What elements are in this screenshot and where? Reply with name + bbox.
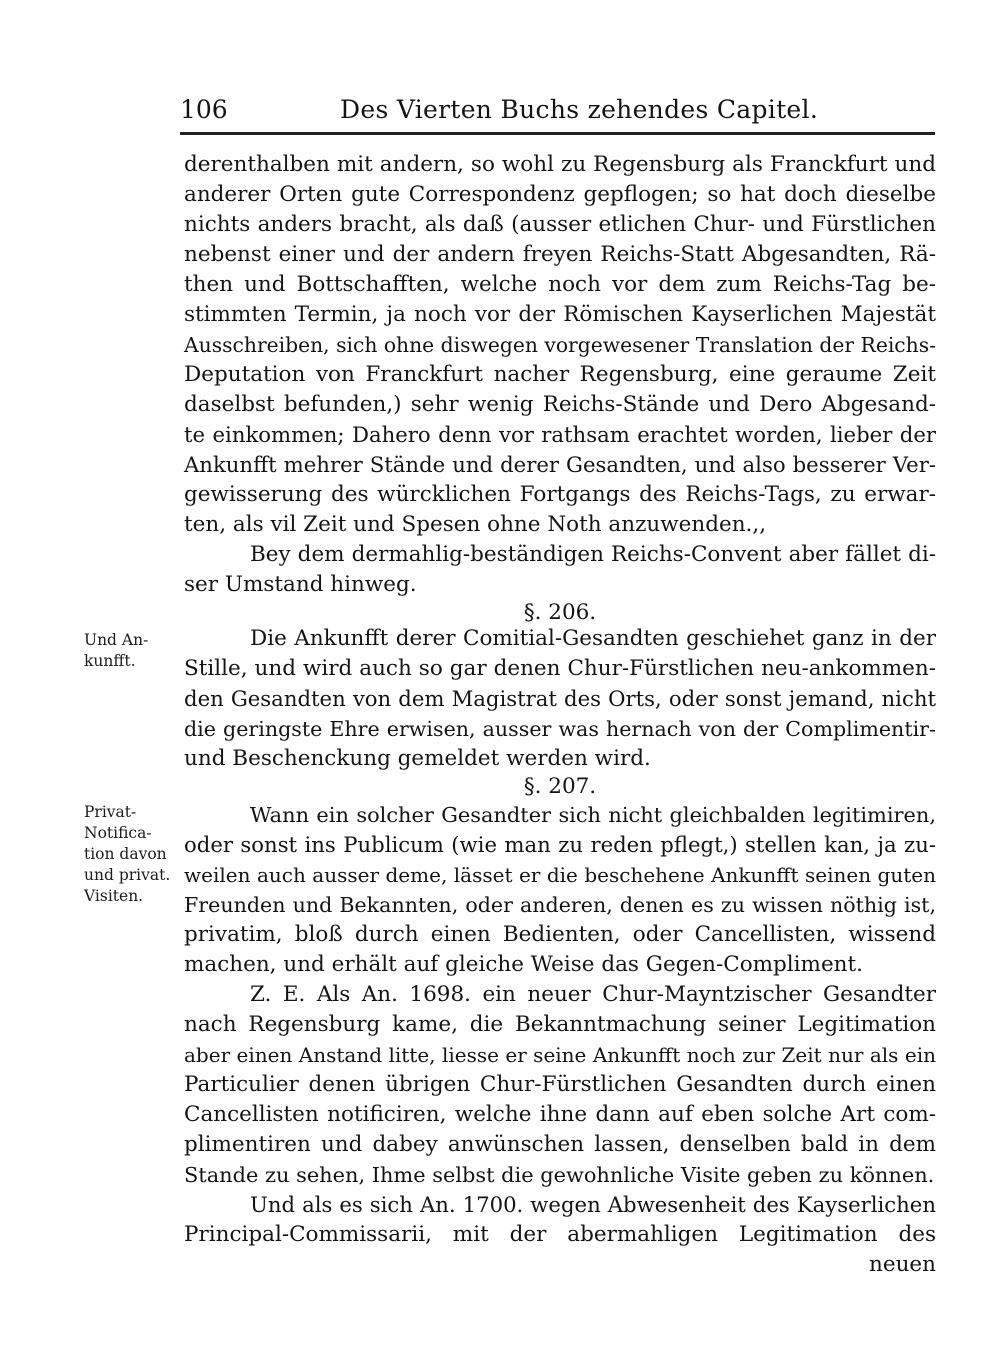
text-line: Stande zu sehen, Ihme selbst die gewohnliche Visite geben zu können. (184, 1163, 935, 1187)
text-line: stimmten Termin, ja noch vor der Römischen Kayserlichen Majestät (184, 302, 936, 327)
text-line: daselbst befunden,) sehr wenig Reichs-Stände und Dero Abgesand- (184, 392, 936, 417)
text-line: Die Ankunfft derer Comitial-Gesandten geschiehet ganz in der (250, 626, 936, 651)
text-line: ten, als vil Zeit und Spesen ohne Noth anzuwenden.,, (184, 512, 767, 537)
section-heading-207: §. 207. (523, 774, 597, 799)
text-line: Ankunfft mehrer Stände und derer Gesandten, und also besserer Ver- (184, 452, 936, 477)
section-heading-206: §. 206. (523, 600, 597, 625)
text-line: Particulier denen übrigen Chur-Fürstlichen Gesandten durch einen (184, 1072, 936, 1097)
chapter-header-title: Des Vierten Buchs zehendes Capitel. (340, 95, 819, 124)
marginal-note-line: Notifica- (84, 824, 152, 842)
text-line: Bey dem dermahlig-beständigen Reichs-Convent aber fället di- (250, 542, 936, 567)
text-line: die geringste Ehre erwisen, ausser was hernach von der Complimentir- (184, 717, 936, 741)
text-line: Freunden und Bekannten, oder anderen, denen es zu wissen nöthig ist, (184, 893, 936, 917)
text-line: privatim, bloß durch einen Bedienten, oder Cancellisten, wissend (184, 922, 936, 947)
marginal-note-207 (84, 802, 180, 907)
text-line: plimentiren und dabey anwünschen lassen, denselben bald in dem (184, 1132, 936, 1157)
text-line: te einkommen; Dahero denn vor rathsam erachtet worden, lieber der (184, 422, 936, 447)
text-line: Wann ein solcher Gesandter sich nicht gleichbalden legitimiren, (250, 803, 936, 827)
text-line: Ausschreiben, sich ohne diswegen vorgewesener Translation der Reichs- (184, 333, 936, 357)
text-line: oder sonst ins Publicum (wie man zu reden pflegt,) stellen kan, ja zu- (184, 832, 936, 857)
text-line: weilen auch ausser deme, lässet er die beschehene Ankunfft seinen guten (184, 863, 936, 887)
page-number: 106 (180, 95, 228, 124)
text-line: nach Regensburg kame, die Bekanntmachung seiner Legitimation (184, 1012, 936, 1037)
catchword: neuen (869, 1252, 936, 1277)
text-line: machen, und erhält auf gleiche Weise das Gegen-Compliment. (184, 952, 863, 977)
text-line: anderer Orten gute Correspondenz gepflogen; so hat doch dieselbe (184, 182, 936, 207)
marginal-note-line: Und An- (84, 631, 149, 649)
text-line: Z. E. Als An. 1698. ein neuer Chur-Mayntzischer Gesandter (250, 982, 936, 1007)
marginal-note-line: tion davon (84, 845, 167, 863)
marginal-note-line: Visiten. (84, 887, 144, 905)
text-line: und Beschenckung gemeldet werden wird. (184, 746, 651, 771)
text-line: Und als es sich An. 1700. wegen Abwesenheit des Kayserlichen (250, 1192, 936, 1217)
text-line: nebenst einer und der andern freyen Reichs-Statt Abgesandten, Rä- (184, 242, 936, 267)
marginal-note-line: Privat- (84, 803, 137, 821)
marginal-note-line: kunfft. (84, 652, 136, 670)
text-line: Cancellisten notificiren, welche ihne dann auf eben solche Art com- (184, 1102, 936, 1127)
text-line: ser Umstand hinweg. (184, 572, 417, 597)
header-rule (180, 132, 935, 135)
text-line: nichts anders bracht, als daß (ausser etlichen Chur- und Fürstlichen (184, 212, 936, 237)
text-line: Deputation von Franckfurt nacher Regensburg, eine geraume Zeit (184, 362, 936, 387)
text-line: then und Bottschafften, welche noch vor dem zum Reichs-Tag be- (184, 272, 936, 297)
text-line: Stille, und wird auch so gar denen Chur-Fürstlichen neu-ankommen- (184, 656, 936, 681)
text-line: den Gesandten von dem Magistrat des Orts, oder sonst jemand, nicht (184, 686, 936, 711)
text-line: Principal-Commissarii, mit der abermahligen Legitimation des (184, 1222, 936, 1247)
text-line: aber einen Anstand litte, liesse er seine Ankunfft noch zur Zeit nur als ein (184, 1043, 936, 1067)
text-line: gewisserung des würcklichen Fortgangs des Reichs-Tags, zu erwar- (184, 482, 936, 507)
marginal-note-206 (84, 630, 180, 672)
running-header (180, 92, 935, 132)
text-line: derenthalben mit andern, so wohl zu Regensburg als Franckfurt und (184, 152, 936, 177)
marginal-note-line: und privat. (84, 866, 171, 884)
